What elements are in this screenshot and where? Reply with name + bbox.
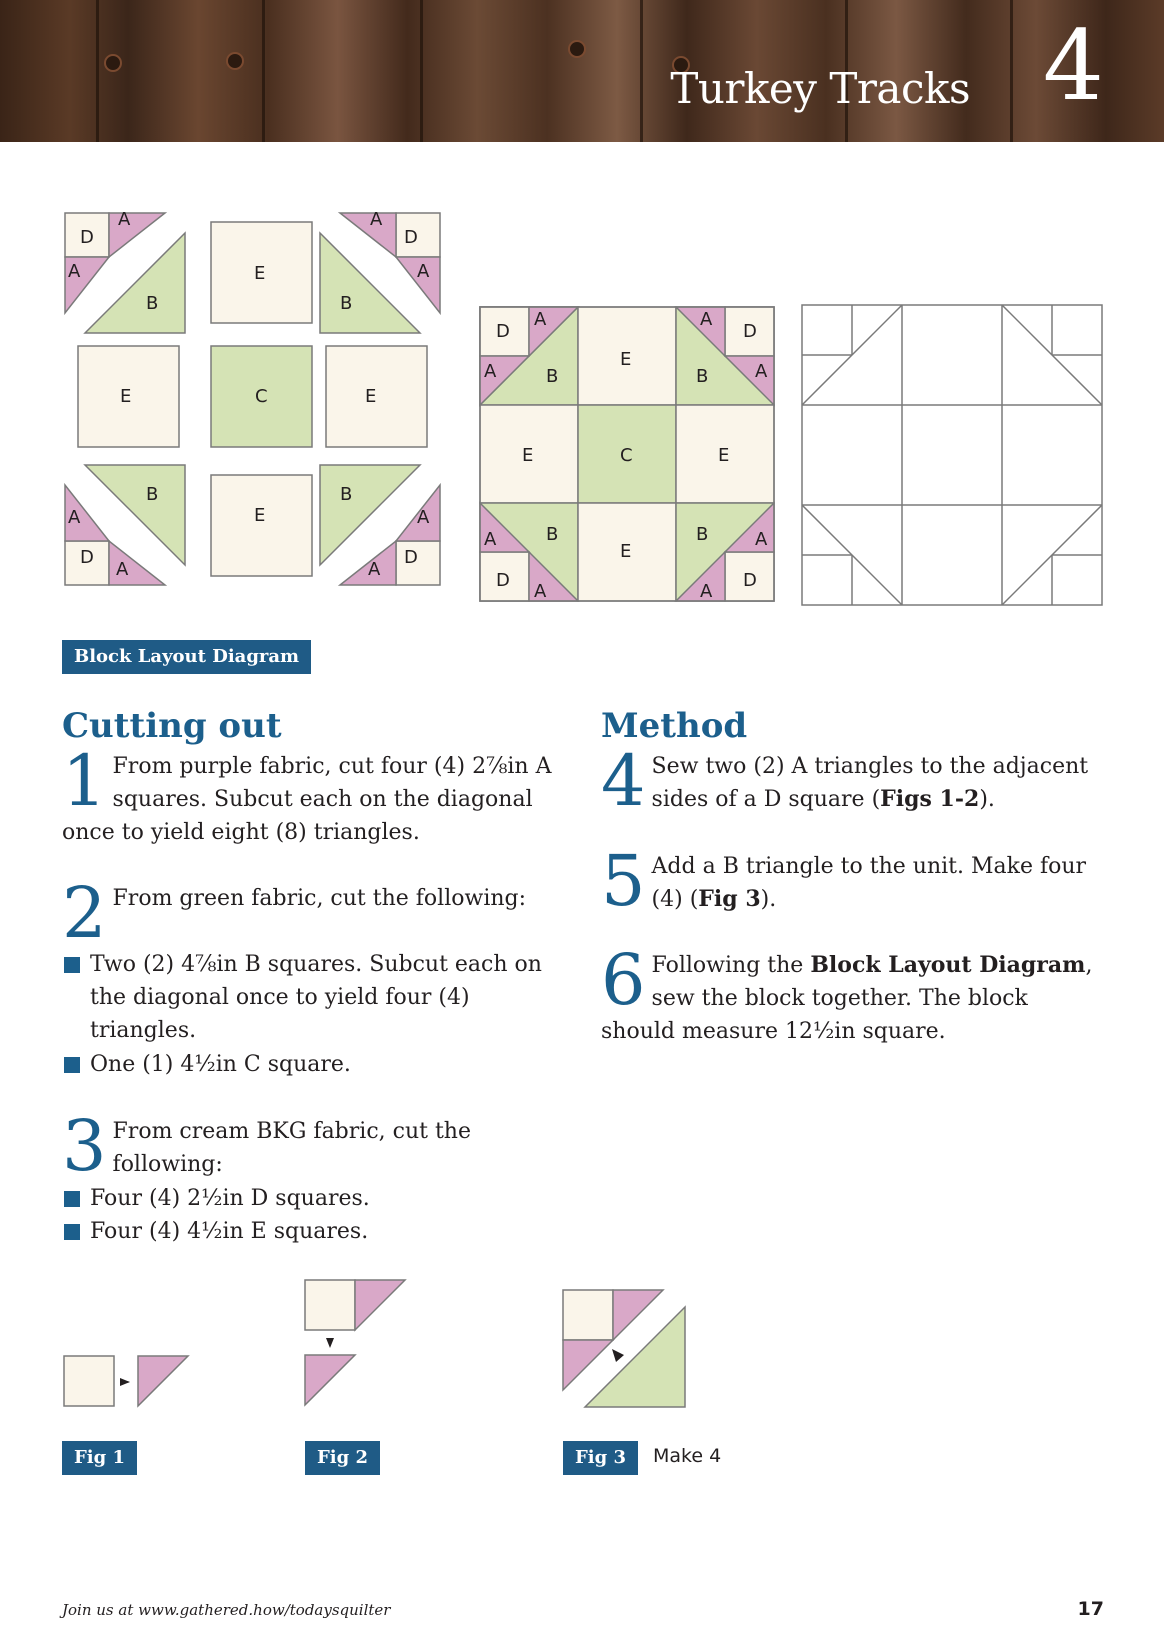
step-text: ). [760,887,777,912]
fig1-caption: Fig 1 [62,1441,137,1475]
svg-text:E: E [718,445,730,466]
svg-text:A: A [368,559,381,580]
pattern-number: 4 [1042,10,1104,122]
outline-block-diagram [800,303,1106,609]
method-heading: Method [601,706,748,746]
svg-text:A: A [534,309,547,330]
svg-text:A: A [370,209,383,230]
header-banner [0,0,1164,142]
arrow-down-icon [326,1338,334,1348]
cutting-step-2 [62,872,532,954]
plank-seam [420,0,423,142]
svg-text:E: E [120,386,132,407]
bullet-item: Two (2) 4⅞in B squares. Subcut each on the diagonal once to yield four (4) triangles. [64,948,560,1047]
svg-text:B: B [696,366,709,387]
step-number: 3 [62,1105,107,1187]
svg-text:A: A [68,507,81,528]
patch-a [340,213,396,257]
svg-text:A: A [118,209,131,230]
svg-text:E: E [522,445,534,466]
svg-text:C: C [620,445,633,466]
method-step-6 [601,939,1101,1048]
step-number: 5 [601,840,646,922]
nail-icon [568,40,586,58]
fig1-diagram [60,1340,200,1410]
step-number: 1 [62,740,107,822]
svg-text:A: A [417,261,430,282]
step-text: , sew the block together. The block should measure 12½in square. [601,953,1093,1044]
block-layout-caption: Block Layout Diagram [62,640,311,674]
step-number: 2 [62,872,107,954]
svg-text:B: B [340,293,353,314]
fig3-note: Make 4 [653,1445,722,1467]
svg-text:B: B [546,524,559,545]
svg-text:D: D [80,227,94,248]
cutting-step-1 [62,740,552,849]
fig2-diagram [300,1275,420,1410]
step-text: From green fabric, cut the following: [112,886,527,911]
cutting-step-3 [62,1105,532,1187]
step-text: From purple fabric, cut four (4) 2⅞in A squares. Subcut each on the diagonal once to yield eight (8) triangles. [62,754,552,845]
step-text: Add a B triangle to the unit. Make four (4) ( [651,854,1087,912]
svg-text:D: D [496,570,510,591]
svg-text:D: D [80,547,94,568]
exploded-block-diagram [60,205,470,605]
plank-seam [640,0,643,142]
fig2-caption: Fig 2 [305,1441,380,1475]
svg-text:A: A [417,507,430,528]
svg-text:D: D [404,227,418,248]
fig3-diagram [560,1285,695,1410]
page-title: Turkey Tracks [670,64,970,113]
step-text: ). [979,787,995,812]
svg-text:D: D [743,570,757,591]
svg-text:E: E [620,541,632,562]
svg-text:B: B [696,524,709,545]
svg-text:C: C [255,386,268,407]
patch-d [396,541,440,585]
svg-text:B: B [546,366,559,387]
svg-text:B: B [146,293,159,314]
svg-text:A: A [755,361,768,382]
assembled-block-diagram [478,305,780,607]
plank-seam [1010,0,1013,142]
svg-text:D: D [496,321,510,342]
nail-icon [104,54,122,72]
svg-text:D: D [404,547,418,568]
svg-text:E: E [254,263,266,284]
svg-text:B: B [146,484,159,505]
svg-text:B: B [340,484,353,505]
patch-d [396,213,440,257]
svg-text:E: E [620,349,632,370]
step-number: 6 [601,939,646,1021]
bullet-item: Four (4) 4½in E squares. [64,1215,560,1248]
step-text-bold: Fig 3 [698,886,761,912]
nail-icon [226,52,244,70]
bullet-item: Four (4) 2½in D squares. [64,1182,560,1215]
svg-text:A: A [484,361,497,382]
step-text: Following the [651,953,811,978]
svg-text:E: E [365,386,377,407]
svg-text:D: D [743,321,757,342]
svg-text:A: A [534,581,547,602]
svg-text:E: E [254,505,266,526]
method-step-4 [601,740,1101,822]
method-step-5 [601,840,1101,922]
svg-text:A: A [484,529,497,550]
patch-e [326,346,427,447]
svg-text:A: A [68,261,81,282]
footer-website: Join us at www.gathered.how/todaysquilter [62,1601,391,1619]
svg-text:A: A [700,581,713,602]
arrow-right-icon [120,1378,130,1386]
cutting-heading: Cutting out [62,706,282,746]
fig3-caption: Fig 3 [563,1441,638,1475]
bullet-item: One (1) 4½in C square. [64,1048,560,1081]
svg-text:A: A [116,559,129,580]
plank-seam [96,0,99,142]
step-text: From cream BKG fabric, cut the following: [112,1119,471,1177]
step-text-bold: Figs 1-2 [880,786,980,812]
arrow-diagonal-icon [612,1349,624,1362]
plank-seam [262,0,265,142]
svg-text:A: A [755,529,768,550]
svg-text:A: A [700,309,713,330]
step-text: Sew two (2) A triangles to the adjacent sides of a D square ( [651,754,1089,812]
page-number: 17 [1077,1598,1104,1620]
step-number: 4 [601,740,646,822]
step-text-bold: Block Layout Diagram [810,952,1086,978]
